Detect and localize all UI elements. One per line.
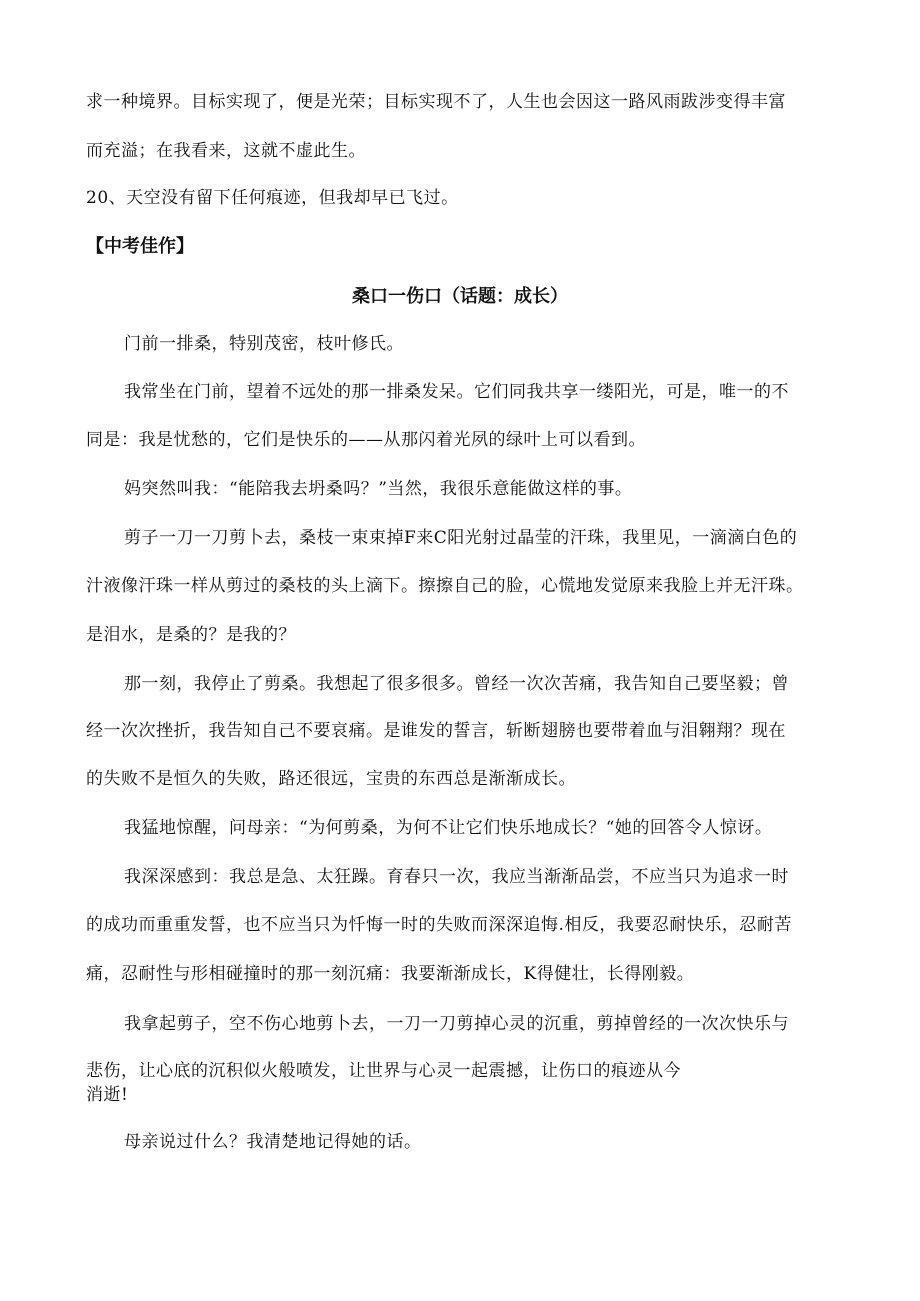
essay-line: 消逝! (86, 1085, 129, 1105)
quote-20: 20、天空没有留下任何痕迹，但我却早已飞过。 (86, 188, 459, 208)
essay-line: 我猛地惊醒，问母亲：“为何剪桑，为何不让它们快乐地成长？“她的回答令人惊讶。 (124, 818, 773, 838)
essay-line: 我拿起剪子，空不伤心地剪卜去，一刀一刀剪掉心灵的沉重，剪掉曾经的一次次快乐与 (124, 1014, 789, 1034)
essay-line: 经一次次挫折，我告知自己不要哀痛。是谁发的誓言，斩断翅膀也要带着血与泪翱翔？现在 (86, 721, 786, 741)
essay-line: 剪子一刀一刀剪卜去，桑枝一束束掉F来C阳光射过晶莹的汗珠，我里见，一滴滴白色的 (124, 528, 798, 548)
essay-line: 我深深感到：我总是急、太狂躁。育春只一次，我应当渐渐品尝，不应当只为追求一时 (124, 867, 789, 887)
section-heading: 【中考佳作】 (86, 236, 194, 257)
essay-line: 的失败不是恒久的失败，路还很远，宝贵的东西总是渐渐成长。 (86, 769, 576, 789)
essay-line: 的成功而重重发誓，也不应当只为忏悔一时的失败而深深追悔.相反，我要忍耐快乐，忍耐苦 (86, 915, 792, 935)
essay-line: 母亲说过什么？我清楚地记得她的话。 (124, 1132, 422, 1152)
essay-line: 是泪水，是桑的？是我的？ (86, 625, 296, 645)
intro-line-2: 而充溢；在我看来，这就不虚此生。 (86, 141, 366, 161)
essay-line: 我常坐在门前，望着不远处的那一排桑发呆。它们同我共享一缕阳光，可是，唯一的不 (124, 382, 789, 402)
essay-line: 悲伤，让心底的沉积似火般喷发，让世界与心灵一起震撼，让伤口的痕迹从今 (86, 1061, 681, 1081)
essay-line: 妈突然叫我：“能陪我去坍桑吗？”当然，我很乐意能做这样的事。 (124, 479, 633, 499)
essay-line: 门前一排桑，特别茂密，枝叶修氏。 (124, 334, 404, 354)
essay-line: 汁液像汗珠一样从剪过的桑枝的头上滴下。擦擦自己的脸，心慌地发觉原来我脸上并无汗珠。 (86, 576, 804, 596)
essay-title: 桑口一伤口（话题：成长） (352, 286, 568, 307)
essay-line: 同是：我是忧愁的，它们是快乐的——从那闪着光夙的绿叶上可以看到。 (86, 430, 646, 450)
intro-line-1: 求一种境界。目标实现了，便是光荣；目标实现不了，人生也会因这一路风雨跋涉变得丰富 (86, 92, 786, 112)
essay-line: 那一刻，我停止了剪桑。我想起了很多很多。曾经一次次苦痛，我告知自己要坚毅；曾 (124, 674, 789, 694)
essay-line: 痛，忍耐性与形相碰撞时的那一刻沉痛：我要渐渐成长，K得健壮，长得刚毅。 (86, 964, 695, 984)
